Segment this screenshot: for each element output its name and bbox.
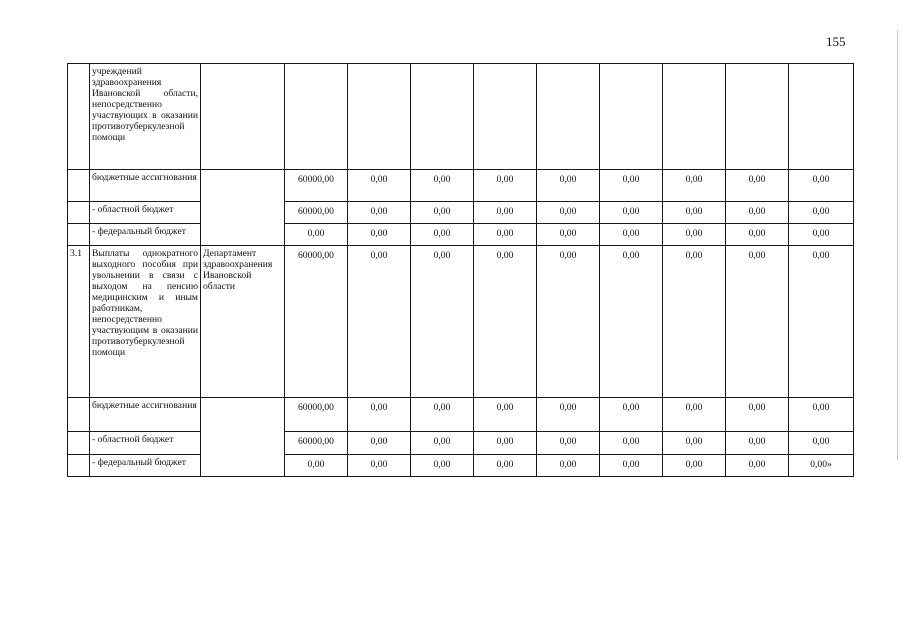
row-executor: Департамент здравоохранения Ивановской области bbox=[201, 246, 285, 398]
value-cell: 0,00 bbox=[726, 398, 789, 432]
value-cell bbox=[411, 64, 474, 170]
value-cell: 60000,00 bbox=[285, 398, 348, 432]
value-cell: 0,00 bbox=[474, 224, 537, 246]
row-description: - федеральный бюджет bbox=[90, 455, 201, 477]
row-description: учреждений здравоохранения Ивановской области, непосредственно участвующих в оказании противотуберкулезной помощи bbox=[90, 64, 201, 170]
row-number bbox=[68, 224, 90, 246]
value-cell: 0,00 bbox=[789, 202, 854, 224]
page-number: 155 bbox=[826, 34, 846, 49]
value-cell: 0,00 bbox=[663, 246, 726, 398]
value-cell: 0,00 bbox=[348, 170, 411, 202]
value-cell: 0,00 bbox=[663, 202, 726, 224]
table-row bbox=[68, 455, 854, 477]
row-number bbox=[68, 398, 90, 432]
value-cell: 0,00 bbox=[663, 224, 726, 246]
value-cell bbox=[348, 64, 411, 170]
row-description: - областной бюджет bbox=[90, 202, 201, 224]
value-cell: 0,00 bbox=[726, 246, 789, 398]
value-cell: 0,00 bbox=[474, 432, 537, 455]
value-cell: 0,00 bbox=[348, 455, 411, 477]
row-description: бюджетные ассигнования bbox=[90, 170, 201, 202]
table-row bbox=[68, 170, 854, 202]
row-description: Выплаты однократного выходного пособия при увольнении в связи с выходом на пенсию медицинским и иным работникам, непосредственно участвующим в оказании противотуберкулезной помощи bbox=[90, 246, 201, 398]
value-cell: 0,00 bbox=[411, 170, 474, 202]
page-edge-line bbox=[897, 30, 898, 460]
value-cell: 60000,00 bbox=[285, 246, 348, 398]
table-row bbox=[68, 398, 854, 432]
value-cell: 0,00 bbox=[474, 455, 537, 477]
row-number bbox=[68, 64, 90, 170]
value-cell: 60000,00 bbox=[285, 202, 348, 224]
value-cell: 0,00 bbox=[663, 398, 726, 432]
value-cell: 0,00 bbox=[348, 398, 411, 432]
value-cell: 0,00 bbox=[600, 202, 663, 224]
value-cell: 0,00 bbox=[411, 432, 474, 455]
value-cell: 0,00 bbox=[474, 170, 537, 202]
value-cell: 0,00 bbox=[537, 202, 600, 224]
value-cell: 0,00 bbox=[726, 170, 789, 202]
value-cell: 0,00 bbox=[726, 432, 789, 455]
value-cell: 60000,00 bbox=[285, 170, 348, 202]
value-cell: 0,00 bbox=[789, 224, 854, 246]
row-description: бюджетные ассигнования bbox=[90, 398, 201, 432]
value-cell: 0,00 bbox=[726, 202, 789, 224]
value-cell bbox=[474, 64, 537, 170]
value-cell: 0,00» bbox=[789, 455, 854, 477]
row-number bbox=[68, 202, 90, 224]
row-number bbox=[68, 170, 90, 202]
row-number bbox=[68, 455, 90, 477]
value-cell: 0,00 bbox=[789, 246, 854, 398]
value-cell: 0,00 bbox=[285, 224, 348, 246]
value-cell bbox=[726, 64, 789, 170]
value-cell: 0,00 bbox=[600, 224, 663, 246]
row-number: 3.1 bbox=[68, 246, 90, 398]
value-cell: 0,00 bbox=[600, 432, 663, 455]
value-cell: 0,00 bbox=[285, 455, 348, 477]
value-cell: 0,00 bbox=[537, 398, 600, 432]
row-executor bbox=[201, 398, 285, 477]
value-cell: 0,00 bbox=[348, 224, 411, 246]
value-cell: 0,00 bbox=[663, 455, 726, 477]
row-executor bbox=[201, 170, 285, 246]
value-cell: 0,00 bbox=[600, 455, 663, 477]
table-row bbox=[68, 246, 854, 398]
value-cell: 60000,00 bbox=[285, 432, 348, 455]
value-cell bbox=[600, 64, 663, 170]
row-description: - областной бюджет bbox=[90, 432, 201, 455]
value-cell bbox=[285, 64, 348, 170]
value-cell: 0,00 bbox=[537, 170, 600, 202]
value-cell: 0,00 bbox=[474, 246, 537, 398]
value-cell: 0,00 bbox=[411, 202, 474, 224]
table-row bbox=[68, 202, 854, 224]
value-cell bbox=[663, 64, 726, 170]
value-cell: 0,00 bbox=[726, 224, 789, 246]
value-cell: 0,00 bbox=[600, 246, 663, 398]
value-cell: 0,00 bbox=[348, 202, 411, 224]
value-cell: 0,00 bbox=[348, 432, 411, 455]
value-cell: 0,00 bbox=[411, 455, 474, 477]
value-cell: 0,00 bbox=[789, 398, 854, 432]
value-cell: 0,00 bbox=[474, 202, 537, 224]
value-cell: 0,00 bbox=[411, 246, 474, 398]
table-row bbox=[68, 224, 854, 246]
value-cell: 0,00 bbox=[411, 398, 474, 432]
value-cell bbox=[537, 64, 600, 170]
value-cell: 0,00 bbox=[411, 224, 474, 246]
value-cell: 0,00 bbox=[537, 455, 600, 477]
value-cell: 0,00 bbox=[663, 170, 726, 202]
value-cell: 0,00 bbox=[789, 432, 854, 455]
table-row bbox=[68, 64, 854, 170]
value-cell: 0,00 bbox=[537, 432, 600, 455]
budget-table bbox=[67, 63, 854, 477]
value-cell: 0,00 bbox=[663, 432, 726, 455]
value-cell bbox=[789, 64, 854, 170]
value-cell: 0,00 bbox=[537, 246, 600, 398]
value-cell: 0,00 bbox=[600, 398, 663, 432]
row-number bbox=[68, 432, 90, 455]
row-description: - федеральный бюджет bbox=[90, 224, 201, 246]
row-executor bbox=[201, 64, 285, 170]
value-cell: 0,00 bbox=[474, 398, 537, 432]
value-cell: 0,00 bbox=[537, 224, 600, 246]
value-cell: 0,00 bbox=[789, 170, 854, 202]
value-cell: 0,00 bbox=[348, 246, 411, 398]
value-cell: 0,00 bbox=[600, 170, 663, 202]
value-cell: 0,00 bbox=[726, 455, 789, 477]
table-row bbox=[68, 432, 854, 455]
